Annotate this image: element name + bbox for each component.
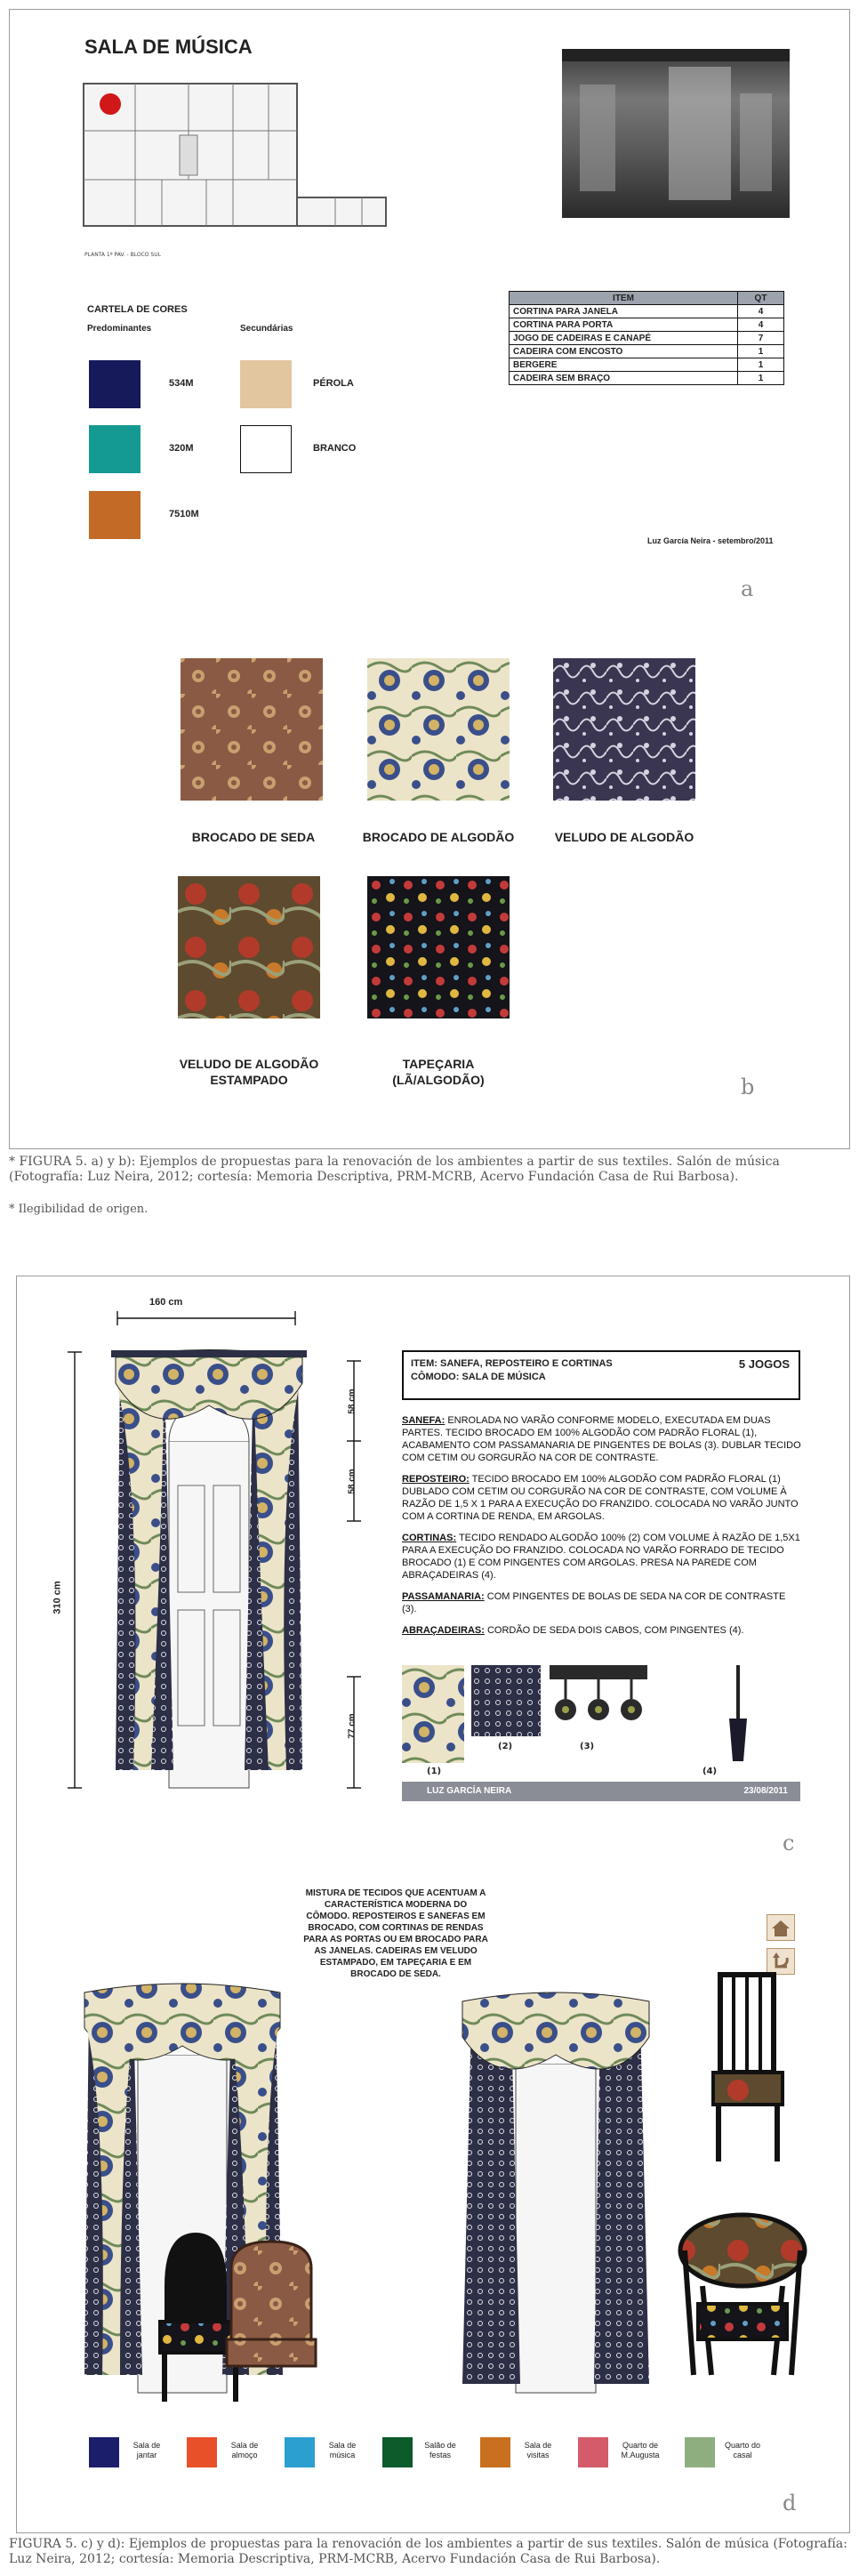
- table-header-qt: QT: [738, 292, 784, 305]
- table-row: [510, 305, 784, 318]
- legend-label: Sala de almoço: [230, 2441, 259, 2459]
- room-legend: [89, 2437, 783, 2482]
- sets-count: 5 JOGOS: [738, 1357, 790, 1371]
- curtain-drawing: [62, 1308, 391, 1806]
- legend-swatch: [578, 2437, 608, 2467]
- predominant-heading: Predominantes: [87, 324, 152, 334]
- spec-paragraph: [402, 1624, 802, 1637]
- floorplan-caption: PLANTA 1º PAV. - BLOCO SUL: [84, 252, 161, 258]
- spec-body: COM PINGENTES DE BOLAS DE SEDA NA COR DE CONTRASTE (3).: [402, 1591, 786, 1614]
- color-code-320m: 320M: [169, 443, 194, 454]
- legend-label: Salão de festas: [424, 2441, 456, 2459]
- panel-letter-b: b: [741, 1075, 755, 1099]
- legend-label: Sala de visitas: [524, 2441, 552, 2459]
- fabric-brocado-seda: [181, 658, 323, 801]
- table-header-row: [510, 292, 784, 305]
- spec-paragraph: [402, 1414, 802, 1464]
- table-header-item: ITEM: [510, 292, 738, 305]
- sample-trim: [550, 1665, 647, 1736]
- spec-body: TECIDO RENDADO ALGODÃO 100% (2) COM VOLUME À RAZÃO DE 1,5X1 PARA A EXECUÇÃO DO FRANZIDO. COLOCADA NO VARÃO FORRADO DE TECIDO BROCADO (1) E COM PINGENTES COM ARGOLAS. PRESA NA PAREDE COM ABRAÇADEIRAS (4).: [402, 1533, 800, 1581]
- sample-label: (2): [498, 1742, 513, 1751]
- spec-term: ABRAÇADEIRAS:: [402, 1625, 485, 1636]
- spec-paragraph: [402, 1590, 802, 1615]
- table-cell: BERGERE: [510, 358, 738, 372]
- color-code-7510m: 7510M: [169, 509, 199, 519]
- table-row: [510, 332, 784, 345]
- table-row: [510, 372, 784, 385]
- fabric-label: VELUDO DE ALGODÃO ESTAMPADO: [179, 1057, 319, 1087]
- spec-term: PASSAMANARIA:: [402, 1591, 485, 1602]
- items-table: [509, 291, 784, 385]
- table-cell: CADEIRA SEM BRAÇO: [510, 372, 738, 385]
- table-row: [510, 345, 784, 358]
- fabric-label: VELUDO DE ALGODÃO: [554, 830, 694, 844]
- fabric-label: BROCADO DE SEDA: [191, 830, 316, 844]
- legend-swatch: [89, 2437, 119, 2467]
- secondary-heading: Secundárias: [240, 324, 293, 334]
- panel-letter-c: c: [783, 1831, 795, 1856]
- color-swatch-320m: [89, 425, 140, 473]
- figure-caption-cd: FIGURA 5. c) y d): Ejemplos de propuestas para la renovación de los ambientes a partir de sus textiles. Salón de música (Fotografía: Luz Neira, 2012; cortesía: Memoria Descriptiva, PRM-MCRB, Acervo Fundación Casa de Rui Barbosa).: [9, 2537, 847, 2566]
- illegible-note: * Ilegibilidad de origen.: [9, 1203, 149, 1216]
- table-cell: 1: [738, 372, 784, 385]
- legend-swatch: [382, 2437, 413, 2467]
- item-header-box: [402, 1350, 800, 1400]
- legend-label: Quarto de M.Augusta: [621, 2441, 660, 2459]
- legend-label: Quarto do casal: [724, 2441, 761, 2459]
- table-cell: CADEIRA COM ENCOSTO: [510, 345, 738, 358]
- sample-tieback: [722, 1665, 754, 1763]
- spec-body: ENROLADA NO VARÃO CONFORME MODELO, EXECUTADA EM DUAS PARTES. TECIDO BROCADO EM 100% ALGODÃO COM PADRÃO FLORAL (1), ACABAMENTO COM PASSAMANARIA DE PINGENTES DE BOLAS (3). DUBLAR TECIDO COM CETIM OU GORGURÃO NA COR DE CONTRASTE.: [402, 1415, 801, 1463]
- spec-body: CORDÃO DE SEDA DOIS CABOS, COM PINGENTES (4).: [484, 1625, 744, 1636]
- legend-swatch: [285, 2437, 315, 2467]
- table-cell: CORTINA PARA JANELA: [510, 305, 738, 318]
- table-cell: CORTINA PARA PORTA: [510, 318, 738, 332]
- fabric-brocado-algodao: [367, 658, 510, 801]
- spec-paragraph: [402, 1532, 802, 1582]
- color-code-534m: 534M: [169, 378, 194, 389]
- table-cell: 1: [738, 345, 784, 358]
- color-swatch-perola: [240, 360, 292, 408]
- room-photo: [562, 49, 790, 218]
- colors-heading: CARTELA DE CORES: [87, 304, 188, 315]
- sample-label: (4): [702, 1767, 718, 1776]
- author-signature: Luz García Neira - setembro/2011: [647, 536, 774, 545]
- color-swatch-7510m: [89, 491, 140, 539]
- fabric-label: BROCADO DE ALGODÃO: [362, 830, 515, 844]
- legend-swatch: [187, 2437, 217, 2467]
- sample-brocade: [402, 1665, 464, 1763]
- spec-footer-bar: [402, 1782, 800, 1801]
- fabric-tapecaria: [367, 876, 510, 1018]
- table-cell: 7: [738, 332, 784, 345]
- table-cell: 1: [738, 358, 784, 372]
- dim-bottom-label: 77 cm: [347, 1713, 357, 1739]
- dim-width-label: 160 cm: [149, 1297, 183, 1308]
- table-row: [510, 358, 784, 372]
- spec-paragraph: [402, 1473, 802, 1523]
- dim-top-label: 58 cm: [347, 1389, 357, 1414]
- legend-label: Sala de música: [328, 2441, 357, 2459]
- dim-height-label: 310 cm: [52, 1581, 63, 1614]
- table-cell: 4: [738, 305, 784, 318]
- legend-swatch: [480, 2437, 510, 2467]
- color-swatch-534m: [89, 360, 140, 408]
- spec-term: CORTINAS:: [402, 1533, 457, 1543]
- room-marker-icon: [100, 93, 121, 115]
- color-swatch-branco: [240, 425, 292, 473]
- figure-caption-ab: * FIGURA 5. a) y b): Ejemplos de propuestas para la renovación de los ambientes a partir de sus textiles. Salón de música (Fotografía: Luz Neira, 2012; cortesía: Memoria Descriptiva, PRM-MCRB, Acervo Fundación Casa de Rui Barbosa).: [9, 1155, 780, 1184]
- legend-swatch: [685, 2437, 715, 2467]
- dim-mid-label: 58 cm: [347, 1469, 357, 1494]
- sample-lace: [471, 1665, 541, 1736]
- legend-label: Sala de jantar: [132, 2441, 161, 2459]
- panel-letter-d: d: [783, 2491, 797, 2516]
- footer-date: 23/08/2011: [743, 1786, 788, 1796]
- spec-term: REPOSTEIRO:: [402, 1474, 470, 1485]
- room-line: CÔMODO: SALA DE MÚSICA: [411, 1372, 546, 1382]
- floor-plan: [82, 82, 389, 246]
- footer-author: LUZ GARCÍA NEIRA: [427, 1786, 512, 1796]
- fabric-veludo-estampado: [178, 876, 320, 1018]
- fabric-veludo-algodao: [553, 658, 695, 801]
- room-title: SALA DE MÚSICA: [84, 36, 253, 58]
- table-row: [510, 318, 784, 332]
- table-cell: 4: [738, 318, 784, 332]
- spec-body: TECIDO BROCADO EM 100% ALGODÃO COM PADRÃO FLORAL (1) DUBLADO COM CETIM OU CORGURÃO NA COR DE CONTRASTE, COM VOLUME À RAZÃO DE 1,5 X 1 PARA A EXECUÇÃO DO FRANZIDO. COLOCADA NO VARÃO JUNTO COM A CORTINA DE RENDA, EM ARGOLAS.: [402, 1474, 799, 1522]
- spec-term: SANEFA:: [402, 1415, 446, 1426]
- table-cell: JOGO DE CADEIRAS E CANAPÉ: [510, 332, 738, 345]
- color-name-perola: PÉROLA: [313, 378, 354, 389]
- home-icon[interactable]: [767, 1914, 795, 1941]
- sample-label: (3): [580, 1742, 595, 1751]
- design-note: MISTURA DE TECIDOS QUE ACENTUAM A CARACTERÍSTICA MODERNA DO CÔMODO. REPOSTEIROS E SANEFAS EM BROCADO, COM CORTINAS DE RENDAS PARA AS PORTAS OU EM BROCADO PARA AS JANELAS. CADEIRAS EM VELUDO ESTAMPADO, EM TAPEÇARIA E EM BROCADO DE SEDA.: [303, 1888, 488, 1979]
- color-name-branco: BRANCO: [313, 443, 357, 454]
- sample-label: (1): [427, 1767, 442, 1776]
- spec-text: [402, 1414, 802, 1646]
- panel-letter-a: a: [741, 576, 754, 601]
- fabric-label: TAPEÇARIA (LÃ/ALGODÃO): [392, 1057, 485, 1087]
- item-line: ITEM: SANEFA, REPOSTEIRO E CORTINAS: [411, 1358, 613, 1369]
- room-composition: [80, 1966, 809, 2402]
